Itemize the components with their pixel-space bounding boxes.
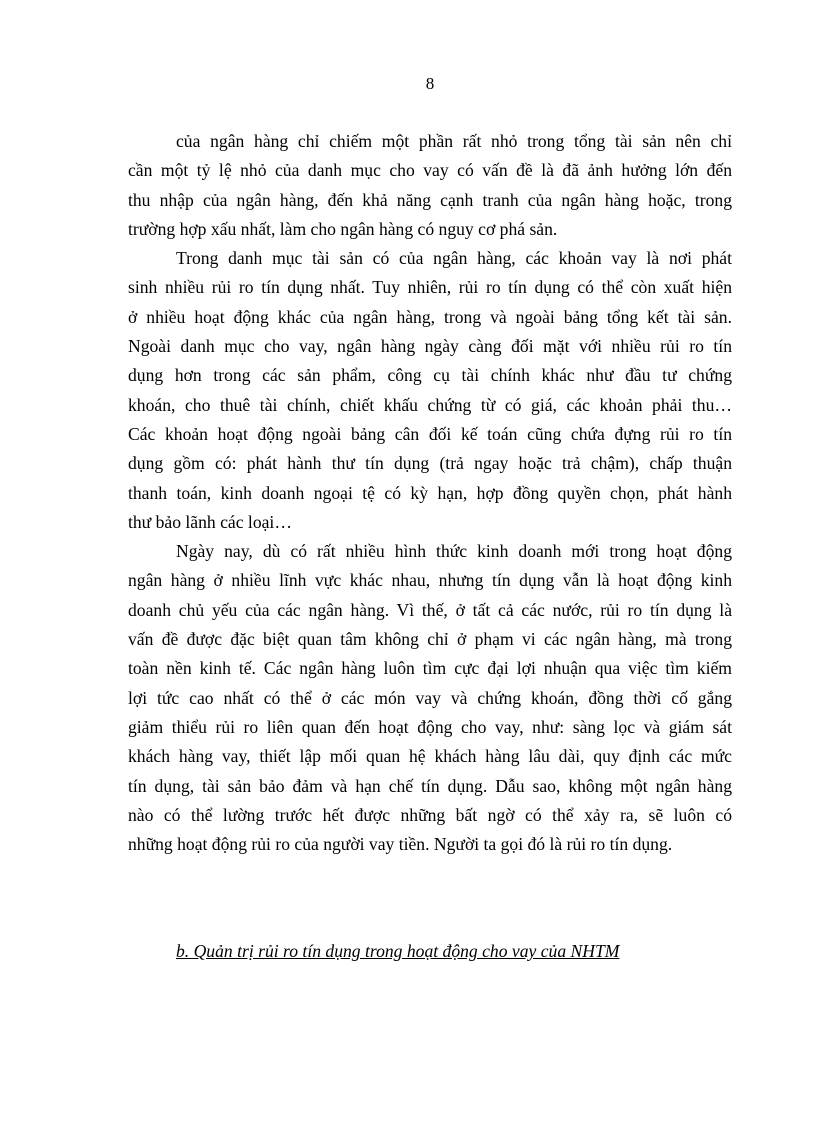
text-line: giảm thiểu rủi ro liên quan đến hoạt động cho vay, như: sàng lọc và giám sát (128, 716, 732, 737)
paragraph-2 (128, 244, 732, 537)
text-line: ở nhiều hoạt động khác của ngân hàng, trong và ngoài bảng tổng kết tài sản. (128, 306, 732, 327)
text-line: sinh nhiều rủi ro tín dụng nhất. Tuy nhiên, rủi ro tín dụng có thể còn xuất hiện (128, 277, 732, 298)
text-line: Ngày nay, dù có rất nhiều hình thức kinh doanh mới trong hoạt động (176, 541, 732, 562)
text-line: tín dụng, tài sản bảo đảm và hạn chế tín dụng. Dẫu sao, không một ngân hàng (128, 775, 732, 796)
text-line: cần một tỷ lệ nhỏ của danh mục cho vay có vấn đề là đã ảnh hưởng lớn đến (128, 160, 732, 181)
text-line: doanh chủ yếu của các ngân hàng. Vì thế, ở tất cả các nước, rủi ro tín dụng là (128, 599, 732, 620)
text-line: thanh toán, kinh doanh ngoại tệ có kỳ hạn, hợp đồng quyền chọn, phát hành (128, 482, 732, 503)
text-line: trường hợp xấu nhất, làm cho ngân hàng có nguy cơ phá sản. (128, 218, 558, 239)
text-line: những hoạt động rủi ro của người vay tiền. Người ta gọi đó là rủi ro tín dụng. (128, 834, 673, 855)
document-body (128, 127, 732, 859)
text-line: Các khoản hoạt động ngoài bảng cân đối kế toán cũng chứa đựng rủi ro tín (128, 423, 732, 444)
text-line: thu nhập của ngân hàng, đến khả năng cạnh tranh của ngân hàng hoặc, trong (128, 189, 732, 210)
page-number: 8 (425, 74, 435, 93)
paragraph-1 (128, 127, 732, 244)
text-line: dụng gồm có: phát hành thư tín dụng (trả ngay hoặc trả chậm), chấp thuận (128, 453, 732, 474)
text-line: khoán, cho thuê tài chính, chiết khấu chứng từ có giá, các khoản phải thu… (128, 394, 732, 415)
paragraph-3 (128, 537, 732, 859)
text-line: dụng hơn trong các sản phẩm, công cụ tài chính khác như đầu tư chứng (128, 365, 732, 386)
text-line: của ngân hàng chỉ chiếm một phần rất nhỏ trong tổng tài sản nên chỉ (176, 131, 732, 151)
section-subheading: b. Quản trị rủi ro tín dụng trong hoạt động cho vay của NHTM (176, 941, 620, 961)
text-line: nào có thể lường trước hết được những bất ngờ có thể xảy ra, sẽ luôn có (128, 804, 732, 825)
text-line: ngân hàng ở nhiều lĩnh vực khác nhau, nhưng tín dụng vẫn là hoạt động kinh (128, 570, 732, 591)
text-line: thư bảo lãnh các loại… (128, 511, 292, 532)
text-line: Ngoài danh mục cho vay, ngân hàng ngày càng đối mặt với nhiều rủi ro tín (128, 336, 732, 357)
text-line: khách hàng vay, thiết lập mối quan hệ khách hàng lâu dài, quy định các mức (128, 746, 732, 767)
text-line: lợi tức cao nhất có thể ở các món vay và chứng khoán, đồng thời cố gắng (128, 687, 732, 708)
text-line: Trong danh mục tài sản có của ngân hàng, các khoản vay là nơi phát (176, 248, 732, 269)
text-line: toàn nền kinh tế. Các ngân hàng luôn tìm cực đại lợi nhuận qua việc tìm kiếm (128, 658, 732, 679)
text-line: vấn đề được đặc biệt quan tâm không chỉ ở phạm vi các ngân hàng, mà trong (128, 629, 732, 650)
